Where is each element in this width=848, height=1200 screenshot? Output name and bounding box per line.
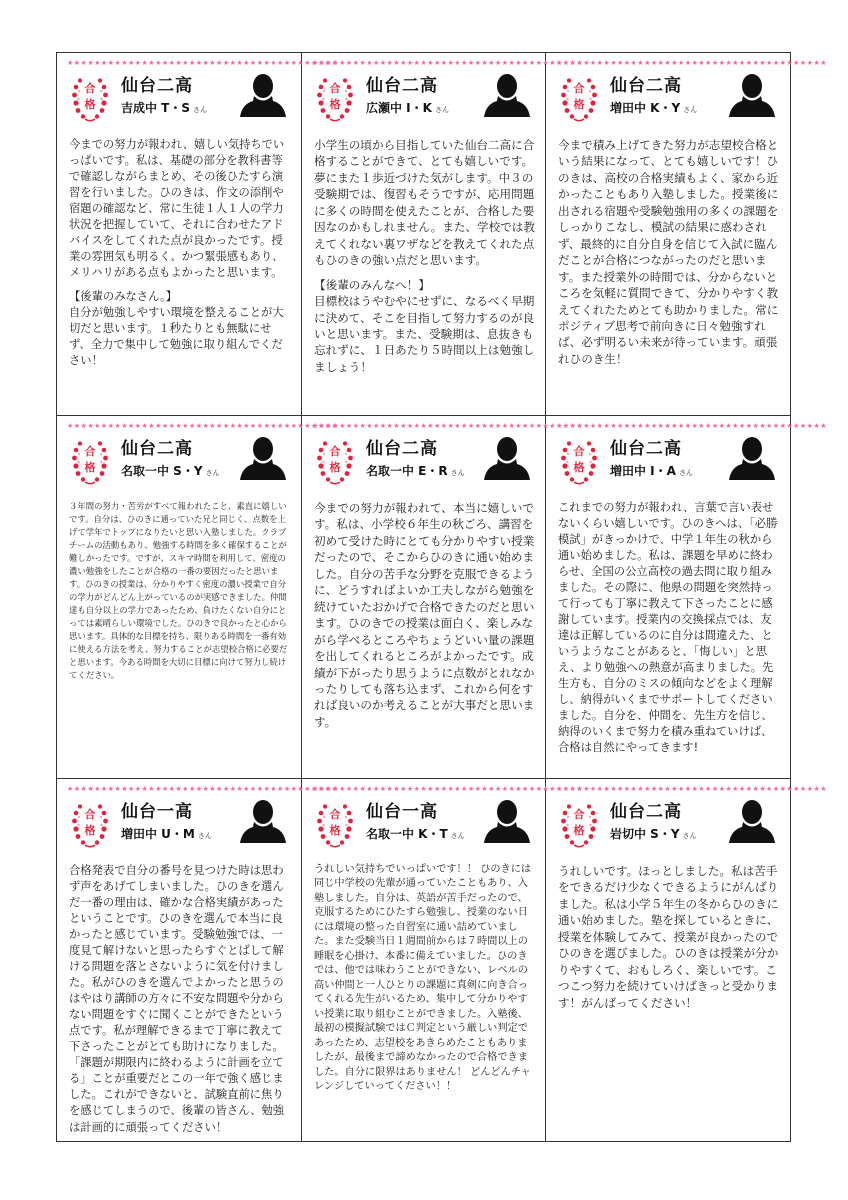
high-school-name: 仙台二高 (366, 76, 438, 96)
person-silhouette-icon (728, 432, 776, 480)
honorific: さん (193, 106, 208, 114)
student-info (366, 825, 465, 842)
star-border-decoration: ★★★★★★★★★★★★★★★★★★★★★★★★★★★★★★★★★★★★★★★★ (556, 785, 828, 793)
honorific: さん (434, 106, 449, 114)
paragraph: 【後輩のみなさん。】 自分が勉強しやすい環境を整えることが大切だと思います。１秒たりとも無駄にせず、全力で集中して勉強に取り組んでください！ (69, 290, 284, 368)
pass-badge-char-2: 格 (329, 824, 341, 837)
pass-badge-char-1: 合 (573, 445, 585, 458)
paragraph: 合格発表で自分の番号を見つけた時は思わず声をあげてしまいました。ひのきを選んだ一番の理由は、確かな合格実績があったということです。ひのきを選んで本当に良かったと感じています。受験勉強では、一度見て解けないと思ったらすぐとばして解ける問題を落とさないように気を付けました。私がひのきを選んでよかったと思うのはやはり講師の方々に不安な問題や分からない問題をすぐに聞くことができたという点です。私が理解できるまで丁寧に教えて下さったことがとても助けになりました。「課題が期限内に終わるように計画を立てる」ことが重要だとこの一年で強く感じました。これができないと、試験直前に焦りを感じてしまうので、後輩の皆さん、勉強は計画的に頑張ってください！ (69, 864, 285, 1134)
pass-badge-char-2: 格 (84, 824, 96, 837)
testimonial-card (546, 779, 828, 1141)
student-school-initials: 名取一中 K・T (366, 827, 448, 841)
testimonial-text (69, 500, 291, 682)
testimonial-card (57, 53, 339, 416)
testimonial-text (69, 863, 291, 1136)
pass-badge-char-1: 合 (84, 808, 96, 821)
honorific: さん (678, 469, 693, 477)
testimonial-card (302, 416, 584, 779)
star-border-decoration: ★★★★★★★★★★★★★★★★★★★★★★★★★★★★★★★★★★★★★★★★ (67, 422, 339, 430)
high-school-name: 仙台二高 (121, 76, 193, 96)
testimonial-card (302, 779, 584, 1141)
student-info (610, 825, 697, 842)
pass-badge-char-2: 格 (329, 98, 341, 111)
high-school-name: 仙台二高 (121, 439, 193, 459)
pass-badge-char-1: 合 (329, 808, 341, 821)
pass-badge-char-2: 格 (573, 824, 585, 837)
pass-badge-icon (71, 436, 109, 486)
student-school-initials: 増田中 I・A (610, 464, 676, 478)
star-border-decoration: ★★★★★★★★★★★★★★★★★★★★★★★★★★★★★★★★★★★★★★★★ (67, 785, 339, 793)
testimonial-grid (56, 52, 828, 1142)
paragraph: ３年間の努力・苦労がすべて報われたこと、素直に嬉しいです。自分は、ひのきに通っていた兄と同じく、点数を上げて学年でトップになりたいと思い入塾しました。クラブチームの活動もあり、勉強する時間を多く確保することが難しかったです。ですが、スキマ時間を利用して、密度の濃い勉強をしたことが合格の一番の要因だったと思います。ひのきの授業は、分かりやすく密度の濃い授業で自分の学力がどんどん上がっているのが実感できました。仲間達も自分以上の学力であったため、負けたくない自分にとっては素晴らしい環境でした。ひのきで良かったと心から思います。具体的な目標を持ち、限りある時間を一番有効に使える方法を考え、努力することが志望校合格に必要だと思います。今ある時間を大切に目標に向けて努力し続けてください。 (69, 501, 288, 681)
testimonial-text (558, 863, 780, 1011)
testimonial-card (546, 53, 828, 416)
testimonial-text (558, 137, 780, 367)
student-info (121, 99, 207, 116)
pass-badge-char-1: 合 (329, 445, 341, 458)
student-info (610, 99, 697, 116)
star-border-decoration: ★★★★★★★★★★★★★★★★★★★★★★★★★★★★★★★★★★★★★★★★ (312, 422, 584, 430)
testimonial-card (302, 53, 584, 416)
person-silhouette-icon (239, 432, 287, 480)
paragraph: 小学生の頃から目指していた仙台二高に合格することができて、とても嬉しいです。夢にまた１歩近づけた気がします。中３の受験期では、復習もそうですが、応用問題に多くの時間を使えたことが、合格した要因なのかもしれません。また、学校では教えてくれない裏ワザなどを教えてくれた点もひのきの強い点だと思います。 (314, 138, 535, 268)
pass-badge-char-2: 格 (573, 461, 585, 474)
high-school-name: 仙台二高 (610, 76, 682, 96)
pass-badge-char-1: 合 (84, 445, 96, 458)
high-school-name: 仙台一高 (121, 802, 193, 822)
honorific: さん (450, 832, 465, 840)
student-school-initials: 吉成中 T・S (121, 101, 191, 115)
honorific: さん (197, 832, 212, 840)
paragraph: うれしい気持ちでいっぱいです！！ ひのきには同じ中学校の先輩が通っていたこともあり、入塾しました。自分は、英語が苦手だったので、克服するためにひたすら勉強し、授業のない日には環境の整った自習室に通い詰めていました。また受験当日１週間前からは７時間以上の睡眠を心掛け、本番に備えていました。ひのきでは、他では味わうことができない、レベルの高い仲間と一人ひとりの課題に真剣に向き合ってくれる先生がいるため、集中して分かりやすい授業に取り組むことができました。入塾後、最初の模擬試験ではＣ判定という厳しい判定であったため、志望校をあきらめたこともありましたが、最後まで諦めなかったので合格できました。自分に限界はありません！ どんどんチャレンジしていってください！！ (314, 864, 532, 1093)
pass-badge-char-2: 格 (84, 98, 96, 111)
paragraph: 今までの努力が報われて、本当に嬉しいです。私は、小学校６年生の秋ごろ、講習を初めて受けた時にとても分かりやすい授業だったので、そこからひのきに通い始めました。自分の苦手な分野を克服できるように、どうすればよいか工夫しながら勉強を続けていたおかげで合格できたのだと思います。ひのきでの授業は面白く、楽しみながら学べるところやちょうどいい量の課題を出してくれるところがよかったです。成績が下がったり思うように点数がとれなかったりしても落ち込まず、これから何をすれば良いのか考えることが大事だと思います。 (314, 501, 535, 729)
pass-badge-icon (316, 73, 354, 123)
testimonial-text (69, 137, 291, 369)
high-school-name: 仙台二高 (366, 439, 438, 459)
pass-badge-icon (560, 73, 598, 123)
pass-badge-icon (316, 799, 354, 849)
student-school-initials: 名取一中 E・R (366, 464, 448, 478)
student-school-initials: 増田中 U・M (121, 827, 195, 841)
paragraph: うれしいです。ほっとしました。私は苦手をできるだけ少なくできるようにがんばりました。私は小学５年生の冬からひのきに通い始めました。塾を探しているときに、授業を体験してみて、授業が良かったのでひのきを選びました。ひのきは授業が分かりやすくて、おもしろく、楽しいです。こつこつ努力を続けていけばきっと受かります！がんばってください！ (558, 864, 779, 1010)
pass-badge-icon (71, 799, 109, 849)
high-school-name: 仙台二高 (610, 439, 682, 459)
paragraph: 今までの努力が報われ、嬉しい気持ちでいっぱいです。私は、基礎の部分を教科書等で確認しながらまとめ、その後ひたすら演習を行いました。ひのきは、作文の添削や宿題の確認など、常に生徒１人１人の学力状況を把握していて、それに合わせたアドバイスをしてくれた点が良かったです。授業の雰囲気も明るく、かつ緊張感もあり、メリハリがある点もよかったと思います。 (69, 138, 285, 280)
pass-badge-icon (71, 73, 109, 123)
honorific: さん (450, 469, 465, 477)
pass-badge-char-1: 合 (84, 82, 96, 95)
honorific: さん (682, 832, 697, 840)
pass-badge-char-1: 合 (573, 82, 585, 95)
student-info (610, 462, 693, 479)
person-silhouette-icon (239, 69, 287, 117)
paragraph: これまでの努力が報われ、言葉で言い表せないくらい嬉しいです。ひのきへは、「必勝模試」がきっかけで、中学１年生の秋から通い始めました。私は、課題を早めに終わらせ、全国の公立高校の過去問に取り組みました。その際に、他県の問題を突然持って行っても丁寧に教えて下さったことに感謝しています。授業内の交換採点では、友達は正解しているのに自分は間違えた、というようなことがあると、「悔しい」と思え、より勉強への熱意が高まりました。先生方も、自分のミスの傾向などをよく理解し、納得がいくまでサポートしてくださいました。自分を、仲間を、先生方を信じ、納得のいくまで努力を積み重ねていけば、合格は自然にやってきます! (558, 501, 778, 755)
testimonial-card (546, 416, 828, 779)
person-silhouette-icon (728, 795, 776, 843)
high-school-name: 仙台二高 (610, 802, 682, 822)
student-school-initials: 岩切中 S・Y (610, 827, 680, 841)
testimonial-text (314, 137, 535, 375)
student-info (366, 462, 465, 479)
high-school-name: 仙台一高 (366, 802, 438, 822)
star-border-decoration: ★★★★★★★★★★★★★★★★★★★★★★★★★★★★★★★★★★★★★★★★ (312, 59, 584, 67)
star-border-decoration: ★★★★★★★★★★★★★★★★★★★★★★★★★★★★★★★★★★★★★★★★ (556, 59, 828, 67)
honorific: さん (205, 469, 220, 477)
paragraph: 【後輩のみんなへ！】 目標校はうやむやにせずに、なるべく早期に決めて、そこを目指して努力するのが良いと思います。また、受験期は、息抜きも忘れずに、１日あたり５時間以上は勉強しましょう！ (314, 277, 535, 374)
pass-badge-char-2: 格 (573, 98, 585, 111)
pass-badge-char-1: 合 (573, 808, 585, 821)
student-school-initials: 増田中 K・Y (610, 101, 681, 115)
student-info (366, 99, 449, 116)
person-silhouette-icon (483, 432, 531, 480)
testimonial-card (57, 416, 339, 779)
student-school-initials: 名取一中 S・Y (121, 464, 203, 478)
pass-badge-char-2: 格 (329, 461, 341, 474)
person-silhouette-icon (483, 69, 531, 117)
testimonial-text (558, 500, 780, 757)
star-border-decoration: ★★★★★★★★★★★★★★★★★★★★★★★★★★★★★★★★★★★★★★★★ (556, 422, 828, 430)
pass-badge-icon (560, 436, 598, 486)
student-school-initials: 広瀬中 I・K (366, 101, 432, 115)
testimonial-text (314, 863, 535, 1095)
paragraph: 今まで積み上げてきた努力が志望校合格という結果になって、とても嬉しいです！ひのきは、高校の合格実績もよく、家から近かったこともあり入塾しました。授業後に出される宿題や受験勉強用の多くの課題をしっかりこなし、模試の結果に惑わされず、最終的に自分自身を信じて入試に臨んだことが合格につながったのだと思います。また授業外の時間では、分からないところを気軽に質問できて、分かりやすく教えてくれたためとても助かりました。常にポジティブ思考で前向きに日々勉強すれば、必ず明るい未来が待っています。頑張れひのき生！ (558, 138, 779, 366)
testimonial-card (57, 779, 339, 1141)
person-silhouette-icon (728, 69, 776, 117)
pass-badge-icon (316, 436, 354, 486)
student-info (121, 462, 220, 479)
star-border-decoration: ★★★★★★★★★★★★★★★★★★★★★★★★★★★★★★★★★★★★★★★★ (67, 59, 339, 67)
person-silhouette-icon (239, 795, 287, 843)
honorific: さん (683, 106, 698, 114)
pass-badge-char-1: 合 (329, 82, 341, 95)
person-silhouette-icon (483, 795, 531, 843)
testimonial-text (314, 500, 535, 730)
pass-badge-char-2: 格 (84, 461, 96, 474)
student-info (121, 825, 212, 842)
star-border-decoration: ★★★★★★★★★★★★★★★★★★★★★★★★★★★★★★★★★★★★★★★★ (312, 785, 584, 793)
pass-badge-icon (560, 799, 598, 849)
